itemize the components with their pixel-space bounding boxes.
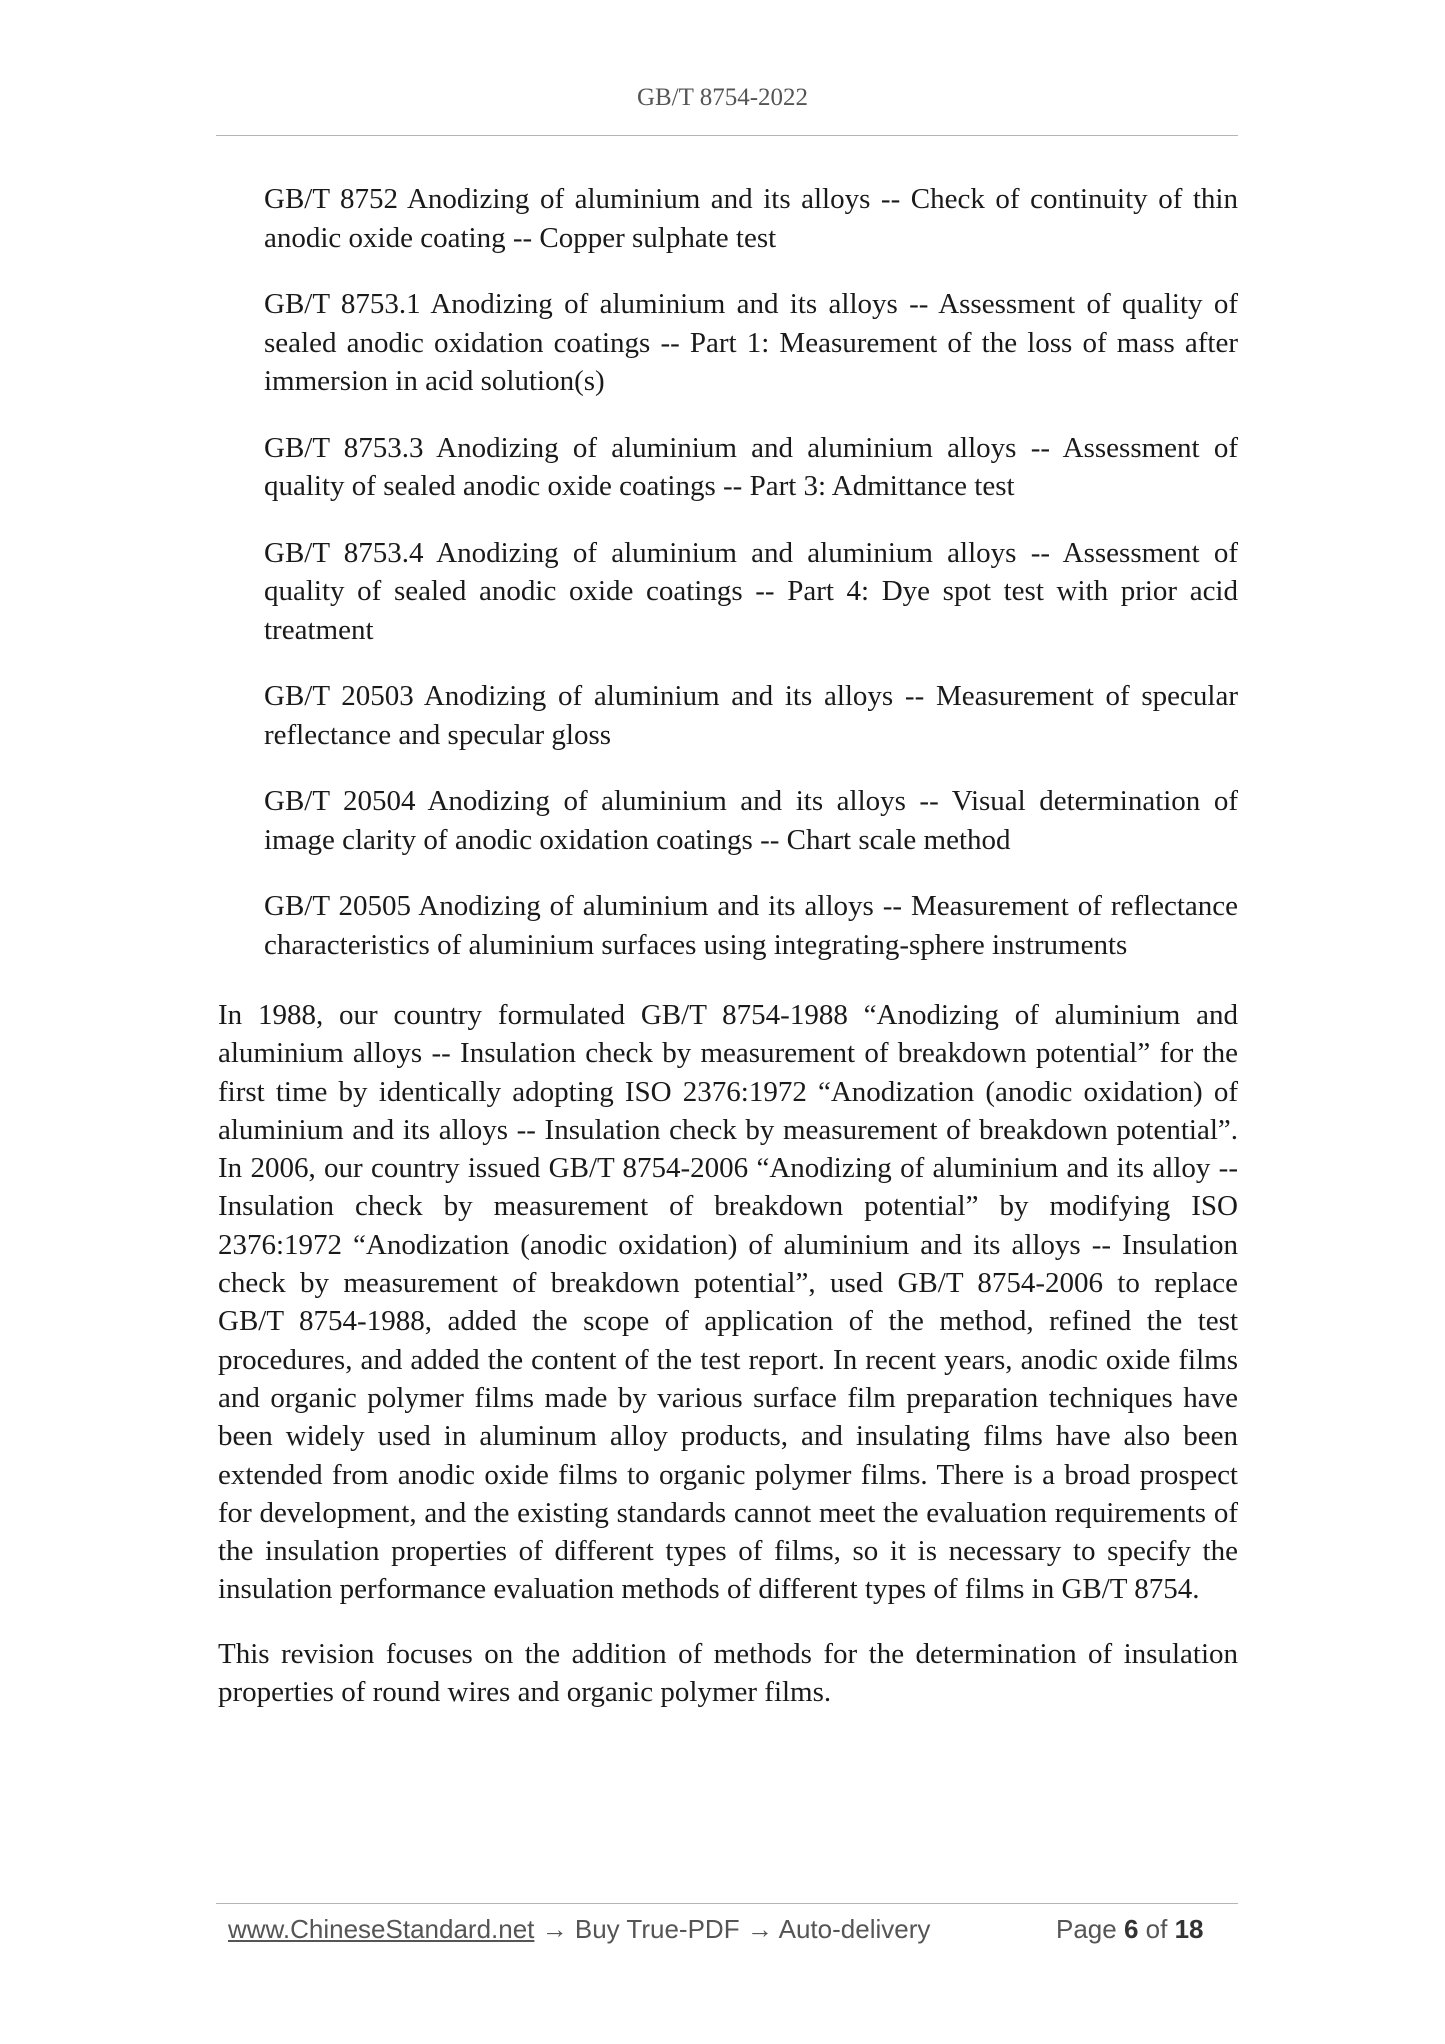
history-section — [218, 996, 1238, 1609]
arrow-right-icon: → — [541, 1914, 568, 1944]
page-header-title: GB/T 8754-2022 — [636, 84, 809, 111]
page-footer — [228, 1914, 1228, 1950]
reference-item: GB/T 20503 Anodizing of aluminium and its alloys -- Measurement of specular reflectance and specular gloss — [264, 680, 1238, 751]
footer-promo — [228, 1914, 930, 1945]
reference-item: GB/T 8752 Anodizing of aluminium and its alloys -- Check of continuity of thin anodic oxide coating -- Copper sulphate test — [264, 183, 1238, 254]
buy-true-pdf-text: Buy True-PDF — [574, 1914, 740, 1944]
page-current: 6 — [1123, 1914, 1139, 1944]
auto-delivery-text: Auto-delivery — [778, 1914, 931, 1944]
page-label: Page — [1056, 1914, 1117, 1944]
history-paragraph: In 1988, our country formulated GB/T 8754-1988 “Anodizing of aluminium and aluminium alloys -- Insulation check by measurement of breakdown potential” for the first time by identically adopting ISO 2376:1972 “Anodization (anodic oxidation) of aluminium and its alloys -- Insulation check by measurement of breakdown potential”. In 2006, our country issued GB/T 8754-2006 “Anodizing of aluminium and its alloy -- Insulation check by measurement of breakdown potential” by modifying ISO 2376:1972 “Anodization (anodic oxidation) of aluminium and its alloys -- Insulation check by measurement of breakdown potential”, used GB/T 8754-2006 to replace GB/T 8754-1988, added the scope of application of the method, refined the test procedures, and added the content of the test report. In recent years, anodic oxide films and organic polymer films made by various surface film preparation techniques have been widely used in aluminum alloy products, and insulating films have also been extended from anodic oxide films to organic polymer films. There is a broad prospect for development, and the existing standards cannot meet the evaluation requirements of the insulation properties of different types of films, so it is necessary to specify the insulation performance evaluation methods of different types of films in GB/T 8754. — [218, 999, 1238, 1606]
page-total: 18 — [1174, 1914, 1204, 1944]
reference-item: GB/T 20505 Anodizing of aluminium and its alloys -- Measurement of reflectance characteristics of aluminium surfaces using integrating-sphere instruments — [264, 890, 1238, 961]
footer-divider — [216, 1903, 1238, 1904]
arrow-right-icon: → — [746, 1914, 773, 1944]
page-of-label: of — [1145, 1914, 1168, 1944]
reference-item: GB/T 8753.1 Anodizing of aluminium and its alloys -- Assessment of quality of sealed anodic oxidation coatings -- Part 1: Measurement of the loss of mass after immersion in acid solution(s) — [264, 288, 1238, 397]
website-link[interactable]: www.ChineseStandard.net — [228, 1914, 535, 1944]
page-number — [1056, 1914, 1204, 1945]
revision-paragraph: This revision focuses on the addition of methods for the determination of insulation properties of round wires and organic polymer films. — [218, 1638, 1238, 1709]
revision-section — [218, 1635, 1238, 1712]
header-divider — [216, 135, 1238, 136]
reference-item: GB/T 20504 Anodizing of aluminium and its alloys -- Visual determination of image clarity of anodic oxidation coatings -- Chart scale method — [264, 785, 1238, 856]
reference-item: GB/T 8753.3 Anodizing of aluminium and aluminium alloys -- Assessment of quality of sealed anodic oxide coatings -- Part 3: Admittance test — [264, 431, 1238, 502]
normative-references-list — [264, 180, 1238, 992]
reference-item: GB/T 8753.4 Anodizing of aluminium and aluminium alloys -- Assessment of quality of sealed anodic oxide coatings -- Part 4: Dye spot test with prior acid treatment — [264, 536, 1238, 646]
